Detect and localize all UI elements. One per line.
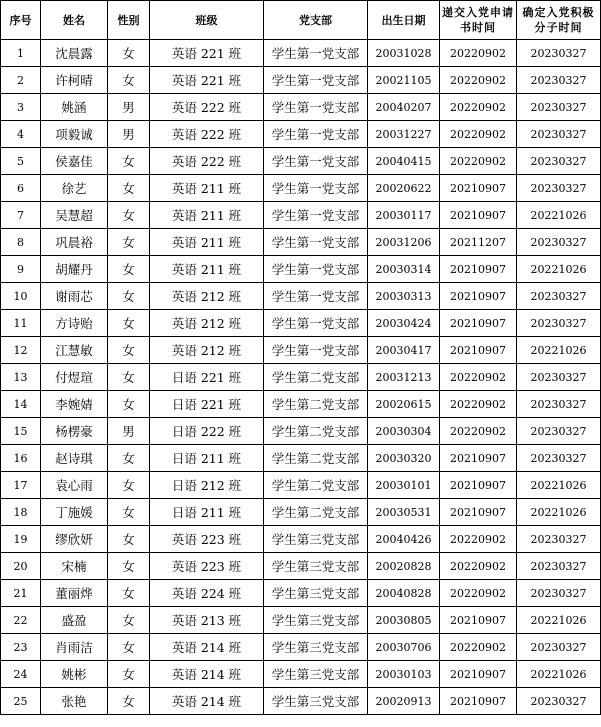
cell-gender: 女: [108, 688, 150, 715]
cell-class: 英语 212 班: [150, 337, 264, 364]
cell-party-branch: 学生第三党支部: [264, 661, 368, 688]
cell-name: 付煜瑄: [41, 364, 108, 391]
cell-party-branch: 学生第一党支部: [264, 40, 368, 67]
header-index: 序号: [1, 1, 41, 40]
table-row: [1, 94, 601, 121]
cell-gender: 女: [108, 553, 150, 580]
cell-gender: 女: [108, 445, 150, 472]
cell-birth-date: 20040828: [368, 580, 440, 607]
cell-application-date: 20220902: [440, 580, 517, 607]
cell-activist-date: 20230327: [517, 94, 601, 121]
cell-index: 9: [1, 256, 41, 283]
cell-application-date: 20210907: [440, 175, 517, 202]
cell-gender: 男: [108, 418, 150, 445]
table-row: [1, 202, 601, 229]
cell-application-date: 20220902: [440, 391, 517, 418]
cell-birth-date: 20031028: [368, 40, 440, 67]
table-row: [1, 310, 601, 337]
cell-name: 张艳: [41, 688, 108, 715]
cell-party-branch: 学生第三党支部: [264, 553, 368, 580]
cell-name: 宋楠: [41, 553, 108, 580]
cell-class: 英语 211 班: [150, 229, 264, 256]
cell-name: 江慧敏: [41, 337, 108, 364]
cell-name: 巩晨裕: [41, 229, 108, 256]
table-row: [1, 418, 601, 445]
cell-activist-date: 20230327: [517, 67, 601, 94]
cell-application-date: 20211207: [440, 229, 517, 256]
cell-class: 英语 222 班: [150, 94, 264, 121]
header-name: 姓名: [41, 1, 108, 40]
cell-name: 谢雨芯: [41, 283, 108, 310]
cell-party-branch: 学生第三党支部: [264, 634, 368, 661]
cell-gender: 女: [108, 229, 150, 256]
cell-gender: 男: [108, 121, 150, 148]
cell-gender: 女: [108, 391, 150, 418]
header-row: [1, 1, 601, 40]
cell-activist-date: 20221026: [517, 472, 601, 499]
cell-activist-date: 20230327: [517, 148, 601, 175]
table-row: [1, 472, 601, 499]
table-row: [1, 40, 601, 67]
cell-class: 英语 224 班: [150, 580, 264, 607]
cell-activist-date: 20230327: [517, 526, 601, 553]
cell-class: 英语 223 班: [150, 553, 264, 580]
cell-activist-date: 20230327: [517, 634, 601, 661]
cell-birth-date: 20040415: [368, 148, 440, 175]
cell-activist-date: 20230327: [517, 229, 601, 256]
cell-application-date: 20220902: [440, 94, 517, 121]
cell-name: 沈晨露: [41, 40, 108, 67]
cell-gender: 女: [108, 337, 150, 364]
cell-birth-date: 20020615: [368, 391, 440, 418]
cell-party-branch: 学生第一党支部: [264, 121, 368, 148]
cell-index: 16: [1, 445, 41, 472]
cell-activist-date: 20230327: [517, 553, 601, 580]
cell-gender: 女: [108, 661, 150, 688]
cell-index: 10: [1, 283, 41, 310]
cell-class: 日语 222 班: [150, 418, 264, 445]
cell-class: 英语 212 班: [150, 283, 264, 310]
cell-birth-date: 20031227: [368, 121, 440, 148]
cell-birth-date: 20030313: [368, 283, 440, 310]
cell-birth-date: 20021105: [368, 67, 440, 94]
cell-application-date: 20210907: [440, 661, 517, 688]
table-row: [1, 256, 601, 283]
cell-index: 2: [1, 67, 41, 94]
cell-activist-date: 20230327: [517, 121, 601, 148]
table-row: [1, 526, 601, 553]
cell-application-date: 20220902: [440, 67, 517, 94]
cell-name: 丁施媛: [41, 499, 108, 526]
cell-party-branch: 学生第三党支部: [264, 580, 368, 607]
cell-activist-date: 20221026: [517, 202, 601, 229]
cell-birth-date: 20030304: [368, 418, 440, 445]
cell-activist-date: 20230327: [517, 364, 601, 391]
cell-activist-date: 20221026: [517, 499, 601, 526]
cell-index: 15: [1, 418, 41, 445]
cell-application-date: 20210907: [440, 688, 517, 715]
cell-gender: 女: [108, 580, 150, 607]
cell-birth-date: 20030103: [368, 661, 440, 688]
cell-party-branch: 学生第一党支部: [264, 67, 368, 94]
table-row: [1, 607, 601, 634]
cell-class: 日语 211 班: [150, 499, 264, 526]
cell-index: 24: [1, 661, 41, 688]
cell-index: 1: [1, 40, 41, 67]
cell-birth-date: 20020913: [368, 688, 440, 715]
cell-index: 11: [1, 310, 41, 337]
cell-gender: 女: [108, 607, 150, 634]
cell-application-date: 20220902: [440, 121, 517, 148]
table-row: [1, 175, 601, 202]
cell-class: 日语 212 班: [150, 472, 264, 499]
cell-application-date: 20220902: [440, 148, 517, 175]
cell-application-date: 20220902: [440, 40, 517, 67]
cell-class: 英语 211 班: [150, 202, 264, 229]
cell-birth-date: 20020828: [368, 553, 440, 580]
cell-gender: 女: [108, 40, 150, 67]
cell-party-branch: 学生第一党支部: [264, 148, 368, 175]
cell-application-date: 20210907: [440, 499, 517, 526]
cell-activist-date: 20230327: [517, 175, 601, 202]
header-class: 班级: [150, 1, 264, 40]
cell-activist-date: 20221026: [517, 661, 601, 688]
cell-name: 胡耀丹: [41, 256, 108, 283]
cell-class: 英语 214 班: [150, 688, 264, 715]
cell-party-branch: 学生第一党支部: [264, 337, 368, 364]
cell-class: 英语 211 班: [150, 256, 264, 283]
cell-activist-date: 20230327: [517, 445, 601, 472]
cell-party-branch: 学生第一党支部: [264, 175, 368, 202]
cell-class: 英语 222 班: [150, 148, 264, 175]
cell-birth-date: 20030424: [368, 310, 440, 337]
cell-birth-date: 20030531: [368, 499, 440, 526]
cell-application-date: 20220902: [440, 553, 517, 580]
cell-index: 12: [1, 337, 41, 364]
cell-class: 英语 222 班: [150, 121, 264, 148]
cell-birth-date: 20020622: [368, 175, 440, 202]
cell-party-branch: 学生第一党支部: [264, 229, 368, 256]
cell-application-date: 20220902: [440, 418, 517, 445]
cell-gender: 女: [108, 499, 150, 526]
cell-index: 18: [1, 499, 41, 526]
cell-activist-date: 20230327: [517, 418, 601, 445]
cell-index: 3: [1, 94, 41, 121]
cell-party-branch: 学生第一党支部: [264, 310, 368, 337]
cell-class: 英语 223 班: [150, 526, 264, 553]
cell-party-branch: 学生第二党支部: [264, 445, 368, 472]
cell-index: 20: [1, 553, 41, 580]
table-row: [1, 499, 601, 526]
cell-name: 盛盈: [41, 607, 108, 634]
cell-class: 日语 221 班: [150, 364, 264, 391]
cell-class: 英语 221 班: [150, 40, 264, 67]
header-gender: 性别: [108, 1, 150, 40]
cell-gender: 女: [108, 67, 150, 94]
table-row: [1, 445, 601, 472]
cell-application-date: 20210907: [440, 202, 517, 229]
cell-party-branch: 学生第二党支部: [264, 364, 368, 391]
table-row: [1, 67, 601, 94]
cell-name: 姚彬: [41, 661, 108, 688]
table-row: [1, 283, 601, 310]
cell-index: 13: [1, 364, 41, 391]
cell-name: 赵诗琪: [41, 445, 108, 472]
cell-birth-date: 20031206: [368, 229, 440, 256]
cell-party-branch: 学生第二党支部: [264, 499, 368, 526]
cell-index: 4: [1, 121, 41, 148]
roster-body: [1, 40, 601, 715]
cell-party-branch: 学生第三党支部: [264, 526, 368, 553]
cell-name: 方诗贻: [41, 310, 108, 337]
cell-class: 英语 214 班: [150, 661, 264, 688]
cell-party-branch: 学生第一党支部: [264, 256, 368, 283]
cell-party-branch: 学生第一党支部: [264, 94, 368, 121]
cell-party-branch: 学生第二党支部: [264, 391, 368, 418]
cell-index: 22: [1, 607, 41, 634]
cell-activist-date: 20230327: [517, 688, 601, 715]
cell-application-date: 20210907: [440, 256, 517, 283]
cell-birth-date: 20040207: [368, 94, 440, 121]
table-row: [1, 580, 601, 607]
cell-party-branch: 学生第三党支部: [264, 607, 368, 634]
cell-activist-date: 20230327: [517, 580, 601, 607]
table-row: [1, 148, 601, 175]
cell-index: 25: [1, 688, 41, 715]
table-row: [1, 121, 601, 148]
cell-gender: 女: [108, 472, 150, 499]
cell-activist-date: 20221026: [517, 256, 601, 283]
cell-index: 7: [1, 202, 41, 229]
cell-index: 19: [1, 526, 41, 553]
cell-gender: 男: [108, 94, 150, 121]
cell-index: 21: [1, 580, 41, 607]
cell-application-date: 20210907: [440, 472, 517, 499]
cell-application-date: 20210907: [440, 283, 517, 310]
header-party-branch: 党支部: [264, 1, 368, 40]
cell-gender: 女: [108, 256, 150, 283]
cell-application-date: 20210907: [440, 310, 517, 337]
cell-birth-date: 20030101: [368, 472, 440, 499]
cell-birth-date: 20030805: [368, 607, 440, 634]
table-row: [1, 337, 601, 364]
cell-activist-date: 20221026: [517, 337, 601, 364]
cell-application-date: 20210907: [440, 337, 517, 364]
cell-index: 8: [1, 229, 41, 256]
cell-gender: 女: [108, 175, 150, 202]
cell-name: 姚涵: [41, 94, 108, 121]
cell-birth-date: 20040426: [368, 526, 440, 553]
table-row: [1, 364, 601, 391]
cell-application-date: 20220902: [440, 364, 517, 391]
cell-index: 14: [1, 391, 41, 418]
cell-name: 吴慧超: [41, 202, 108, 229]
table-row: [1, 391, 601, 418]
cell-index: 5: [1, 148, 41, 175]
table-row: [1, 688, 601, 715]
cell-birth-date: 20030417: [368, 337, 440, 364]
cell-application-date: 20210907: [440, 607, 517, 634]
cell-class: 英语 213 班: [150, 607, 264, 634]
cell-name: 项毅诚: [41, 121, 108, 148]
table-row: [1, 553, 601, 580]
cell-name: 李婉婧: [41, 391, 108, 418]
cell-gender: 女: [108, 310, 150, 337]
cell-party-branch: 学生第二党支部: [264, 418, 368, 445]
table-row: [1, 661, 601, 688]
cell-application-date: 20210907: [440, 445, 517, 472]
cell-index: 17: [1, 472, 41, 499]
cell-gender: 女: [108, 364, 150, 391]
cell-gender: 女: [108, 202, 150, 229]
cell-class: 英语 211 班: [150, 175, 264, 202]
cell-activist-date: 20230327: [517, 40, 601, 67]
cell-name: 徐艺: [41, 175, 108, 202]
cell-index: 23: [1, 634, 41, 661]
cell-name: 许柯晴: [41, 67, 108, 94]
cell-application-date: 20220902: [440, 634, 517, 661]
cell-gender: 女: [108, 634, 150, 661]
cell-birth-date: 20030117: [368, 202, 440, 229]
header-application-date: 递交入党申请书时间: [440, 1, 517, 40]
table-row: [1, 634, 601, 661]
cell-name: 董丽烨: [41, 580, 108, 607]
cell-party-branch: 学生第三党支部: [264, 688, 368, 715]
cell-class: 日语 211 班: [150, 445, 264, 472]
header-birth-date: 出生日期: [368, 1, 440, 40]
cell-birth-date: 20030320: [368, 445, 440, 472]
cell-birth-date: 20030314: [368, 256, 440, 283]
cell-gender: 女: [108, 148, 150, 175]
cell-name: 缪欣妍: [41, 526, 108, 553]
cell-class: 日语 221 班: [150, 391, 264, 418]
cell-name: 杨楞豪: [41, 418, 108, 445]
cell-birth-date: 20031213: [368, 364, 440, 391]
cell-class: 英语 212 班: [150, 310, 264, 337]
cell-application-date: 20220902: [440, 526, 517, 553]
table-row: [1, 229, 601, 256]
cell-activist-date: 20221026: [517, 607, 601, 634]
cell-gender: 女: [108, 526, 150, 553]
header-activist-date: 确定入党积极分子时间: [517, 1, 601, 40]
cell-party-branch: 学生第一党支部: [264, 283, 368, 310]
cell-activist-date: 20230327: [517, 283, 601, 310]
cell-index: 6: [1, 175, 41, 202]
cell-name: 侯嘉佳: [41, 148, 108, 175]
cell-party-branch: 学生第二党支部: [264, 472, 368, 499]
cell-activist-date: 20230327: [517, 391, 601, 418]
cell-party-branch: 学生第一党支部: [264, 202, 368, 229]
cell-class: 英语 214 班: [150, 634, 264, 661]
cell-gender: 女: [108, 283, 150, 310]
cell-name: 袁心雨: [41, 472, 108, 499]
cell-birth-date: 20030706: [368, 634, 440, 661]
cell-class: 英语 221 班: [150, 67, 264, 94]
cell-name: 肖雨洁: [41, 634, 108, 661]
cell-activist-date: 20230327: [517, 310, 601, 337]
